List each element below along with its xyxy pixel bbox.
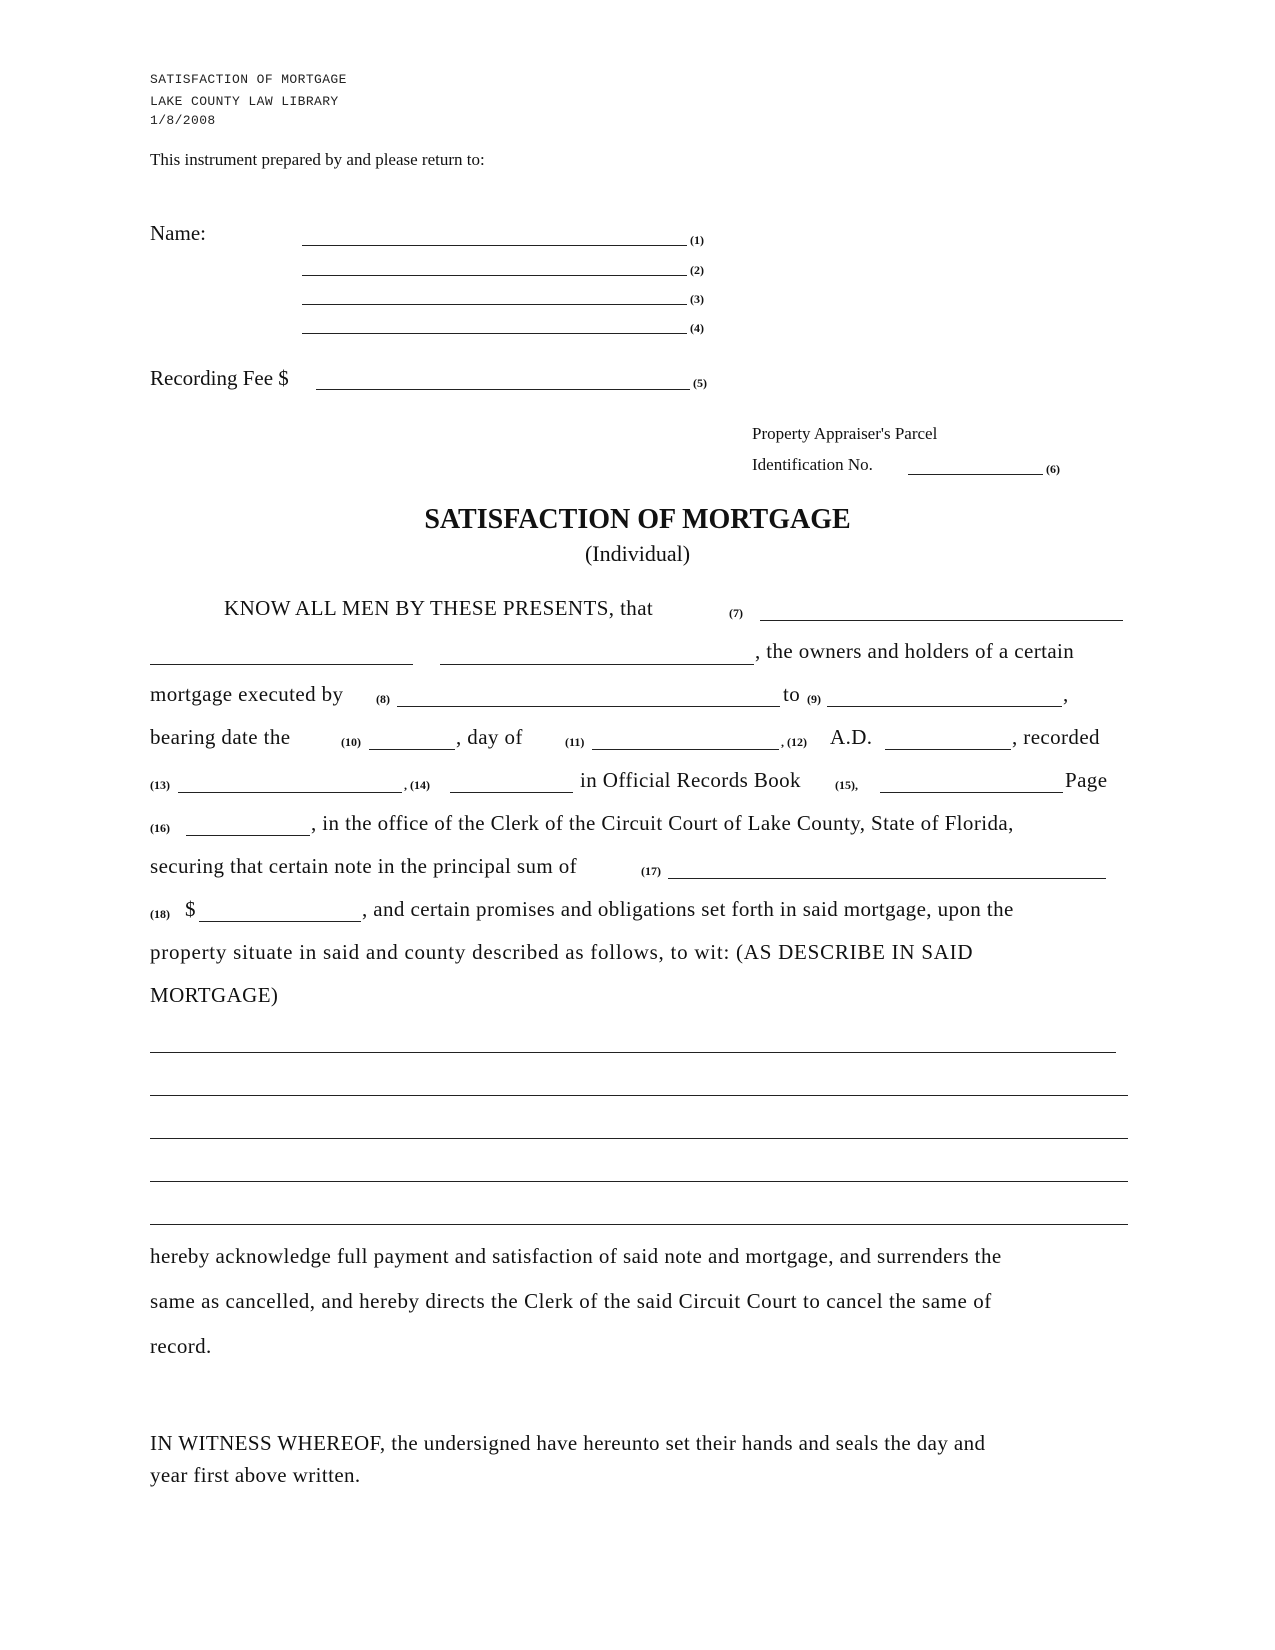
header-line-2: LAKE COUNTY LAW LIBRARY [150, 94, 339, 109]
parcel-label-2: Identification No. [752, 455, 873, 474]
principal-amount-line[interactable] [199, 921, 361, 922]
mortgage-executed-text: mortgage executed by [150, 682, 344, 706]
legal-description-line-4[interactable] [150, 1181, 1128, 1182]
parcel-label-1: Property Appraiser's Parcel [752, 424, 938, 443]
to-text: to [783, 682, 801, 706]
name-line-2[interactable] [302, 275, 687, 276]
recording-date-line[interactable] [178, 792, 402, 793]
book-number-line[interactable] [450, 792, 573, 793]
marker-17: (17) [641, 864, 661, 878]
marker-16: (16) [150, 821, 170, 835]
legal-description-line-1[interactable] [150, 1052, 1116, 1053]
marker-5: (5) [693, 376, 707, 390]
official-records-text: in Official Records Book [580, 768, 801, 792]
page-text: Page [1065, 768, 1108, 792]
book-line[interactable] [880, 792, 1063, 793]
header-line-1: SATISFACTION OF MORTGAGE [150, 72, 347, 87]
prepared-by-text: This instrument prepared by and please return to: [150, 150, 485, 169]
mortgage-text: MORTGAGE) [150, 983, 279, 1007]
year-line[interactable] [885, 749, 1011, 750]
marker-18: (18) [150, 907, 170, 921]
document-title: SATISFACTION OF MORTGAGE [424, 504, 851, 535]
name-line-4[interactable] [302, 333, 687, 334]
dollar-sign: $ [185, 897, 196, 921]
acknowledge-line-1: hereby acknowledge full payment and satisfaction of said note and mortgage, and surrenders the [150, 1244, 1002, 1268]
marker-2: (2) [690, 263, 704, 277]
day-line[interactable] [369, 749, 455, 750]
document-subtitle: (Individual) [584, 541, 691, 566]
marker-1: (1) [690, 233, 704, 247]
owners-holders-text: , the owners and holders of a certain [755, 639, 1075, 663]
mortgagor-line[interactable] [397, 706, 780, 707]
marker-6: (6) [1046, 462, 1060, 476]
marker-7: (7) [729, 606, 743, 620]
witness-line-1: IN WITNESS WHEREOF, the undersigned have hereunto set their hands and seals the day and [150, 1431, 986, 1455]
clerk-office-text: , in the office of the Clerk of the Circuit Court of Lake County, State of Florida, [311, 811, 1014, 835]
legal-description-line-5[interactable] [150, 1224, 1128, 1225]
marker-14: , (14) [404, 778, 430, 792]
recording-fee-label: Recording Fee $ [150, 366, 289, 390]
grantor-line-1[interactable] [760, 620, 1123, 621]
marker-9: (9) [807, 692, 821, 706]
ad-text: A.D. [830, 725, 873, 749]
witness-line-2: year first above written. [150, 1463, 361, 1487]
recorded-text: , recorded [1012, 725, 1100, 749]
name-line-3[interactable] [302, 304, 687, 305]
marker-15: (15), [835, 778, 858, 792]
marker-8: (8) [376, 692, 390, 706]
comma-9: , [1063, 682, 1069, 706]
legal-description-line-2[interactable] [150, 1095, 1128, 1096]
recording-fee-line[interactable] [316, 389, 690, 390]
promises-text: , and certain promises and obligations set forth in said mortgage, upon the [362, 897, 1014, 921]
grantor-line-2b[interactable] [440, 664, 754, 665]
know-all-men-text: KNOW ALL MEN BY THESE PRESENTS, that [224, 596, 654, 620]
acknowledge-line-2: same as cancelled, and hereby directs the Clerk of the said Circuit Court to cancel the same of [150, 1289, 992, 1313]
name-line-1[interactable] [302, 245, 687, 246]
principal-sum-text: securing that certain note in the principal sum of [150, 854, 578, 878]
header-date: 1/8/2008 [150, 113, 216, 128]
day-of-text: , day of [456, 725, 523, 749]
marker-11: (11) [565, 735, 585, 749]
grantor-line-2a[interactable] [150, 664, 413, 665]
acknowledge-line-3: record. [150, 1334, 212, 1358]
page-number-line[interactable] [186, 835, 310, 836]
bearing-date-text: bearing date the [150, 725, 291, 749]
marker-4: (4) [690, 321, 704, 335]
mortgagee-line[interactable] [827, 706, 1062, 707]
month-line[interactable] [592, 749, 779, 750]
marker-3: (3) [690, 292, 704, 306]
legal-description-line-3[interactable] [150, 1138, 1128, 1139]
marker-13: (13) [150, 778, 170, 792]
marker-10: (10) [341, 735, 361, 749]
marker-12: , (12) [781, 735, 807, 749]
property-situate-text: property situate in said and county described as follows, to wit: (AS DESCRIBE IN SAID [150, 940, 974, 964]
principal-sum-words-line[interactable] [668, 878, 1106, 879]
parcel-id-line[interactable] [908, 474, 1043, 475]
name-label: Name: [150, 221, 206, 245]
